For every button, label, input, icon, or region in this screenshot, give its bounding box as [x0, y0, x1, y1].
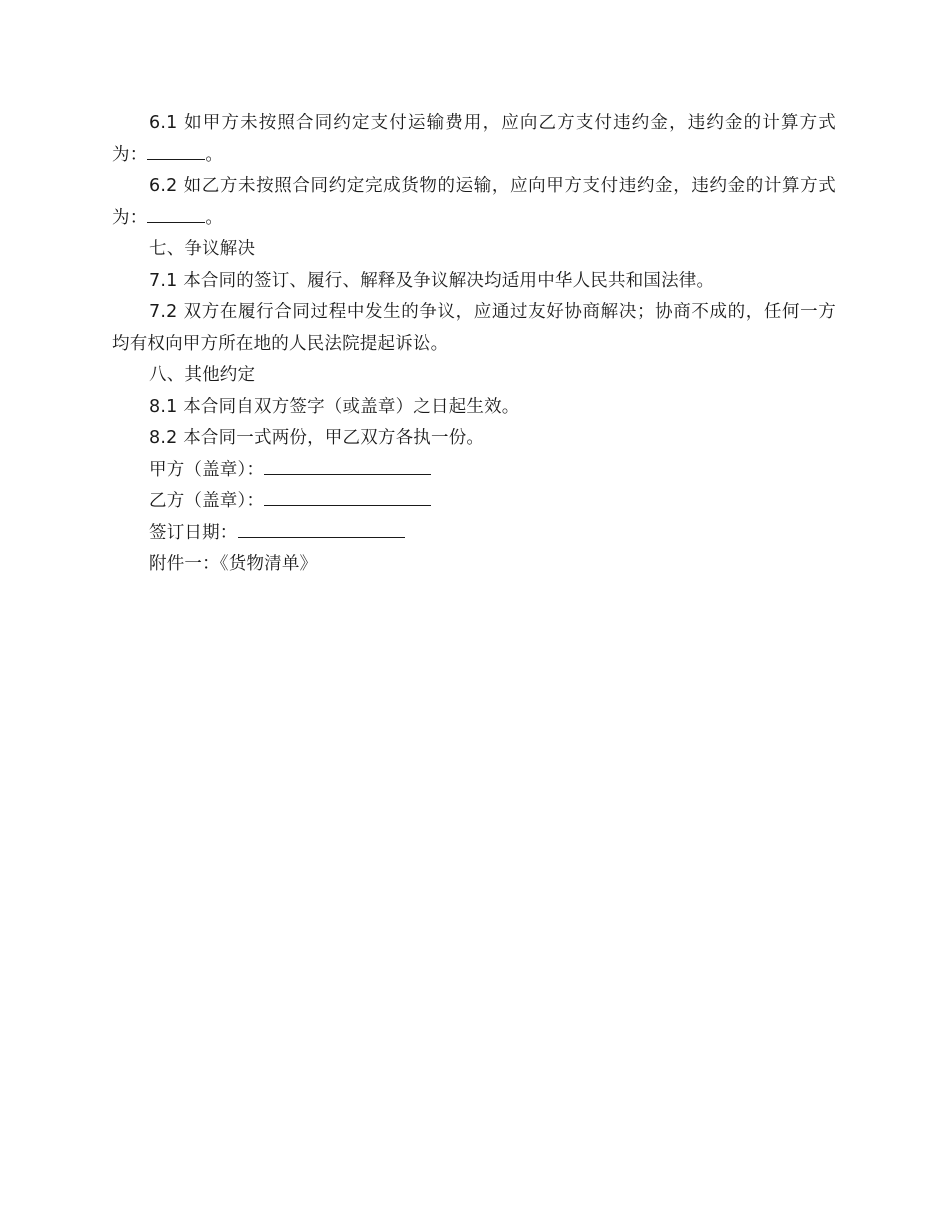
- signing-date-label: 签订日期：: [149, 522, 238, 543]
- contract-body: [112, 108, 836, 581]
- clause-6-1-blank: [147, 141, 205, 160]
- clause-7-1: 7.1 本合同的签订、履行、解释及争议解决均适用中华人民共和国法律。: [149, 270, 715, 291]
- clause-6-1-text: 6.1 如甲方未按照合同约定支付运输费用，应向乙方支付违约金，违约金的计算方式为：: [112, 113, 836, 165]
- clause-6-1-end: 。: [205, 144, 224, 165]
- clause-6-2-text: 6.2 如乙方未按照合同约定完成货物的运输，应向甲方支付违约金，违约金的计算方式为：: [112, 176, 836, 228]
- section-7-heading: 七、争议解决: [149, 239, 256, 259]
- party-a-label: 甲方（盖章）：: [149, 459, 265, 480]
- clause-6-2: [112, 171, 836, 234]
- party-b-signature-line: [112, 486, 836, 518]
- party-b-label: 乙方（盖章）：: [149, 491, 265, 511]
- signing-date-line: [112, 518, 836, 550]
- clause-8-2: 8.2 本合同一式两份，甲乙双方各执一份。: [149, 428, 485, 448]
- party-b-blank: [264, 487, 431, 506]
- party-a-signature-line: [112, 455, 836, 487]
- signing-date-blank: [238, 519, 405, 538]
- clause-6-2-blank: [147, 204, 205, 223]
- clause-6-1: [112, 108, 836, 171]
- section-8-heading: 八、其他约定: [149, 365, 256, 385]
- attachment-line: 附件一：《货物清单》: [149, 554, 318, 574]
- party-a-blank: [264, 456, 431, 475]
- clause-8-1: 8.1 本合同自双方签字（或盖章）之日起生效。: [149, 396, 520, 417]
- clause-6-2-end: 。: [205, 207, 224, 228]
- clause-7-2: 7.2 双方在履行合同过程中发生的争议，应通过友好协商解决；协商不成的，任何一方均有权向甲方所在地的人民法院提起诉讼。: [112, 302, 836, 354]
